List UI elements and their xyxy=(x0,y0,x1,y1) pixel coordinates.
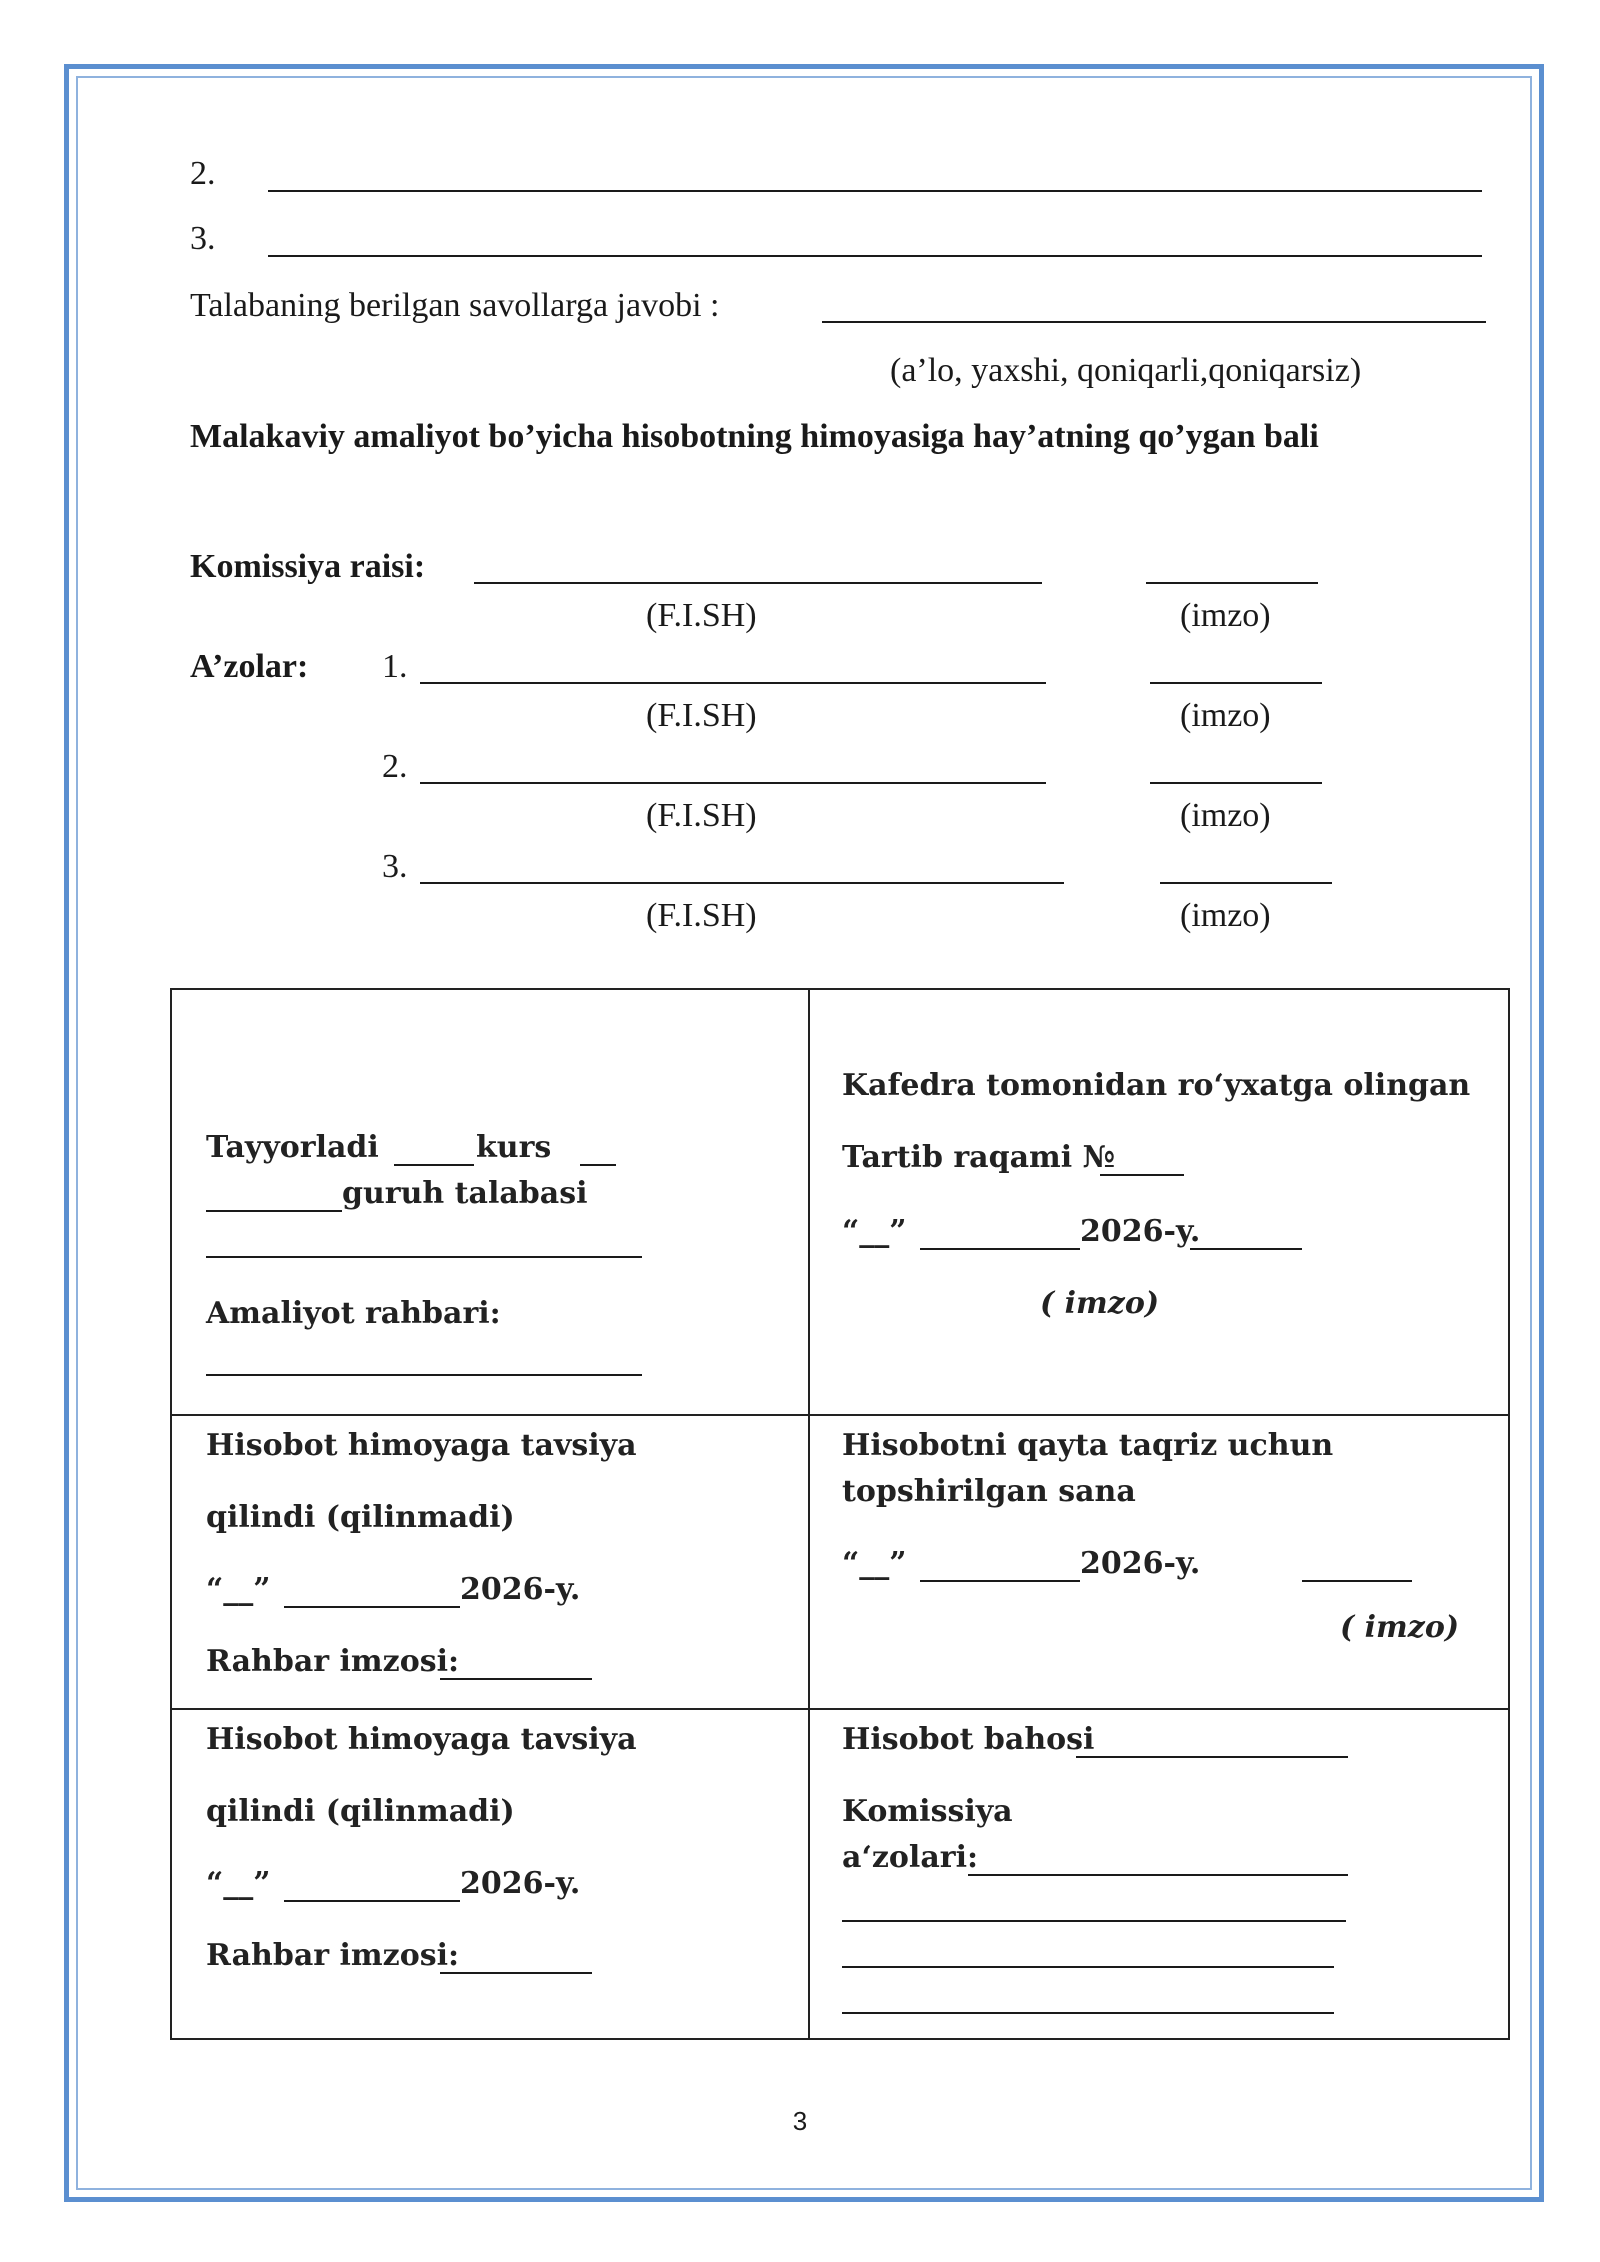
group-line xyxy=(206,1210,342,1212)
question-number-3: 3. xyxy=(190,220,216,257)
answer-line xyxy=(822,321,1486,323)
answer-label: Talabaning berilgan savollarga javobi : xyxy=(190,287,720,324)
signature-caption: (imzo) xyxy=(1180,597,1271,634)
table-divider-row2 xyxy=(172,1708,1508,1710)
signature-line xyxy=(1302,1580,1412,1582)
question-3-line xyxy=(268,255,1482,257)
prepared-label: Tayyorladi xyxy=(206,1130,379,1165)
member-name-line xyxy=(420,782,1046,784)
supervisor-signature-label: Rahbar imzosi: xyxy=(206,1938,460,1973)
recommended-line2: qilindi (qilinmadi) xyxy=(206,1794,515,1829)
fish-caption: (F.I.SH) xyxy=(646,797,757,834)
signature-caption: (imzo) xyxy=(1180,797,1271,834)
table-divider-row1 xyxy=(172,1414,1508,1416)
member-name-line xyxy=(420,882,1064,884)
year-label: 2026-y. xyxy=(460,1572,581,1607)
chair-sign-line xyxy=(1146,582,1318,584)
date-quote: “__” xyxy=(842,1546,907,1581)
question-2-line xyxy=(268,190,1482,192)
member-sign-line xyxy=(1160,882,1332,884)
date-quote: “__” xyxy=(842,1214,907,1249)
supervisor-name-line xyxy=(206,1374,642,1376)
student-name-line xyxy=(206,1256,642,1258)
question-number-2: 2. xyxy=(190,155,216,192)
report-grade-label: Hisobot bahosi xyxy=(842,1722,1095,1757)
page-number: 3 xyxy=(792,2106,808,2136)
signature-line xyxy=(1190,1248,1302,1250)
signature-caption: (imzo) xyxy=(1180,897,1271,934)
year-label: 2026-y. xyxy=(1080,1546,1201,1581)
course-extra-line xyxy=(580,1164,616,1166)
group-student-label: guruh talabasi xyxy=(342,1176,588,1211)
signature-caption: (imzo) xyxy=(1180,697,1271,734)
serial-number-line xyxy=(1100,1174,1184,1176)
members-label: A’zolar: xyxy=(190,648,309,685)
chair-label: Komissiya raisi: xyxy=(190,548,426,585)
supervisor-signature-line xyxy=(440,1678,592,1680)
commission-member-line xyxy=(842,1920,1346,1922)
signature-caption: ( imzo) xyxy=(1340,1610,1460,1645)
date-month-line xyxy=(284,1900,460,1902)
year-label: 2026-y. xyxy=(1080,1214,1201,1249)
date-month-line xyxy=(284,1606,460,1608)
member-sign-line xyxy=(1150,682,1322,684)
commission-member-line xyxy=(842,1966,1334,1968)
commission-member-line xyxy=(968,1874,1348,1876)
member-sign-line xyxy=(1150,782,1322,784)
member-number: 2. xyxy=(382,748,408,785)
commission-members-label: a‘zolari: xyxy=(842,1840,979,1875)
commission-label: Komissiya xyxy=(842,1794,1013,1829)
score-heading: Malakaviy amaliyot bo’yicha hisobotning himoyasiga hay’atning qo’ygan bali xyxy=(190,418,1319,455)
fish-caption: (F.I.SH) xyxy=(646,697,757,734)
recommended-line1: Hisobot himoyaga tavsiya xyxy=(206,1428,637,1463)
signature-caption: ( imzo) xyxy=(1040,1286,1160,1321)
date-quote: “__” xyxy=(206,1866,271,1901)
year-label: 2026-y. xyxy=(460,1866,581,1901)
answer-options: (a’lo, yaxshi, qoniqarli,qoniqarsiz) xyxy=(890,352,1362,389)
recommended-line2: qilindi (qilinmadi) xyxy=(206,1500,515,1535)
recommended-line1: Hisobot himoyaga tavsiya xyxy=(206,1722,637,1757)
member-name-line xyxy=(420,682,1046,684)
supervisor-signature-line xyxy=(440,1972,592,1974)
date-quote: “__” xyxy=(206,1572,271,1607)
registration-table xyxy=(170,988,1510,2040)
supervisor-label: Amaliyot rahbari: xyxy=(206,1296,501,1331)
commission-member-line xyxy=(842,2012,1334,2014)
table-divider-vertical xyxy=(808,990,810,2038)
date-month-line xyxy=(920,1248,1080,1250)
member-number: 3. xyxy=(382,848,408,885)
fish-caption: (F.I.SH) xyxy=(646,597,757,634)
serial-number-label: Tartib raqami № xyxy=(842,1140,1116,1175)
fish-caption: (F.I.SH) xyxy=(646,897,757,934)
supervisor-signature-label: Rahbar imzosi: xyxy=(206,1644,460,1679)
report-grade-line xyxy=(1076,1756,1348,1758)
re-review-line2: topshirilgan sana xyxy=(842,1474,1136,1509)
course-label: kurs xyxy=(476,1130,552,1165)
member-number: 1. xyxy=(382,648,408,685)
re-review-line1: Hisobotni qayta taqriz uchun xyxy=(842,1428,1334,1463)
date-month-line xyxy=(920,1580,1080,1582)
chair-name-line xyxy=(474,582,1042,584)
registered-label: Kafedra tomonidan ro‘yxatga olingan xyxy=(842,1068,1471,1103)
course-line xyxy=(394,1164,474,1166)
